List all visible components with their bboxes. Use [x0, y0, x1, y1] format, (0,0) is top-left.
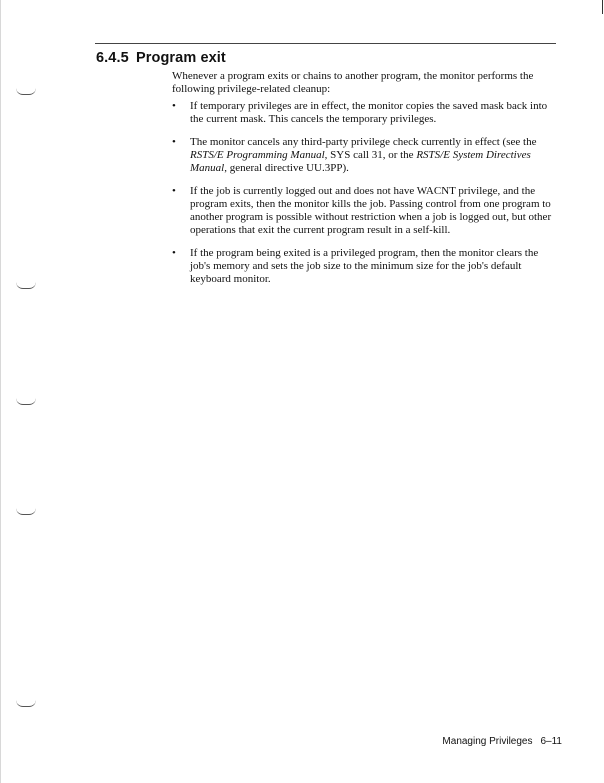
footer-chapter-title: Managing Privileges	[442, 736, 533, 747]
bullet-text-segment: If the program being exited is a privileged program, then the monitor clears the job's memory and sets the job size to the minimum size for the job's default keyboard monitor.	[190, 247, 539, 285]
bullet-text-segment: If the job is currently logged out and does not have WACNT privilege, and the program exits, then the monitor kills the job. Passing control from one program to another program is possible without restriction when a job is logged out, but other operations that exit the current program result in a self-kill.	[190, 185, 552, 236]
bullet-marker: •	[172, 185, 176, 197]
bullet-list	[172, 100, 560, 286]
scan-binding-mark	[16, 508, 36, 515]
body-text	[172, 70, 560, 296]
section-number: 6.4.5	[96, 50, 129, 66]
bullet-marker: •	[172, 136, 176, 148]
scan-margin-edge	[0, 0, 1, 783]
bullet-text-segment: The monitor cancels any third-party privilege check currently in effect (see the	[190, 136, 537, 148]
bullet-item	[172, 100, 560, 126]
bullet-marker: •	[172, 100, 176, 112]
scan-corner-mark	[602, 0, 603, 14]
page-footer	[442, 736, 562, 747]
page-number: 6–11	[540, 736, 562, 747]
bullet-marker: •	[172, 247, 176, 259]
section-rule	[95, 43, 556, 44]
scan-binding-mark	[16, 700, 36, 707]
bullet-text	[190, 136, 536, 174]
bullet-text-segment: , general directive UU.3PP).	[224, 162, 349, 174]
section-title: Program exit	[136, 50, 226, 66]
section-heading	[96, 50, 226, 66]
intro-paragraph: Whenever a program exits or chains to another program, the monitor performs the following privilege-related cleanup:	[172, 70, 534, 95]
bullet-text	[190, 100, 547, 125]
bullet-text-segment: If temporary privileges are in effect, the monitor copies the saved mask back into the current mask. This cancels the temporary privileges.	[190, 100, 548, 125]
bullet-item	[172, 136, 560, 175]
manual-title-reference: RSTS/E System Directives Manual	[190, 149, 531, 174]
bullet-item	[172, 185, 560, 237]
bullet-text	[190, 247, 538, 285]
scan-binding-mark	[16, 282, 36, 289]
bullet-text	[190, 185, 551, 236]
scan-binding-mark	[16, 398, 36, 405]
bullet-item	[172, 247, 560, 286]
bullet-text-segment: , SYS call 31, or the	[324, 149, 417, 161]
manual-title-reference: RSTS/E Programming Manual	[190, 149, 325, 161]
scan-binding-mark	[16, 88, 36, 95]
